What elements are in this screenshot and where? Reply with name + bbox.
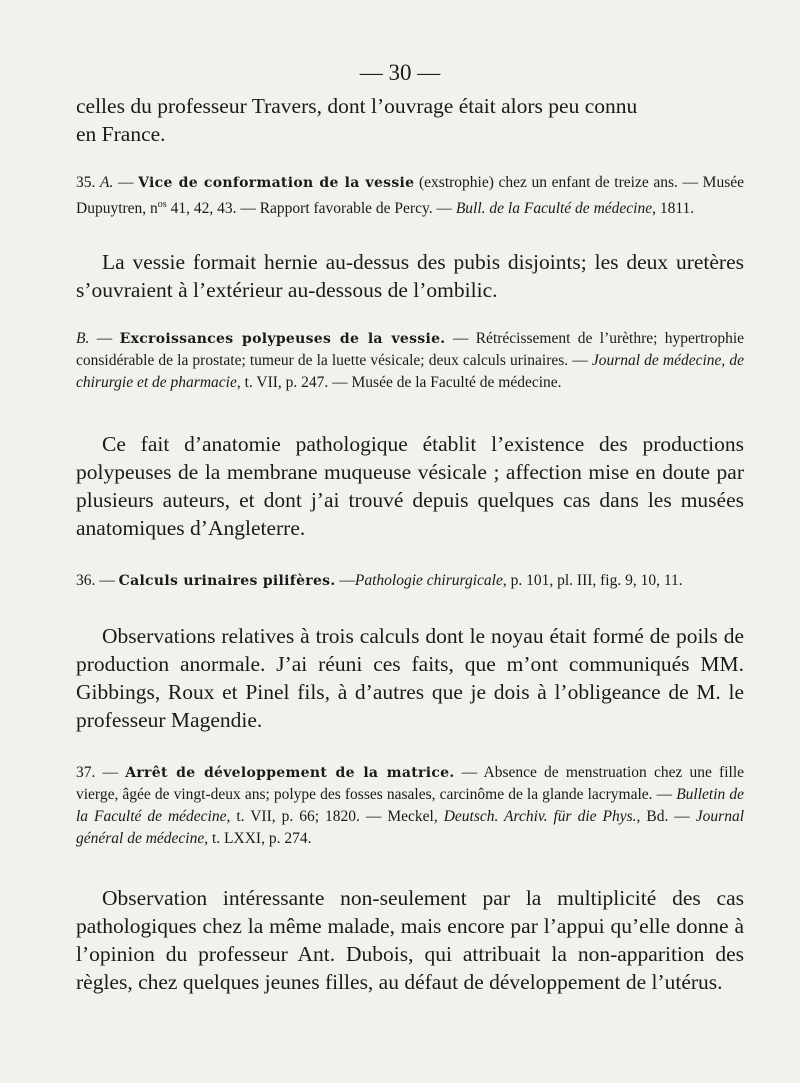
intro-paragraph: [76, 92, 744, 148]
entry-b-body: [76, 430, 744, 542]
entry-description: — Rétrécissement de l’urèthre; hypertrophie considérable de la prostate; tumeur de la luette vésicale; deux calculs urinaires. —: [76, 330, 744, 369]
intro-line-2: en France.: [76, 122, 166, 146]
entry-reference: Bulletin de la Faculté de médecine: [76, 786, 745, 825]
entry-description-cont: , t. VII, p. 66; 1820. — Meckel,: [226, 808, 444, 825]
paragraph: Ce fait d’anatomie pathologique établit l’existence des productions polypeuses de la membrane muqueuse vésicale ; affection mise en doute par plusieurs auteurs, et dont j’ai trouvé depuis quelques cas dans les musées anatomiques d’Angleterre.: [76, 432, 744, 540]
entry-number: 36. —: [76, 572, 119, 589]
entry-description-cont-2: , Bd. —: [636, 808, 696, 825]
entry-description-cont: , t. VII, p. 247. — Musée de la Faculté de médecine.: [236, 374, 562, 391]
paragraph: Observation intéressante non-seulement par la multiplicité des cas pathologiques chez la même malade, mais encore par l’appui qu’elle donne à l’opinion du professeur Ant. Dubois, qui attribuait la non-apparition des règles, chez quelques jeunes filles, au défaut de développement de l’utérus.: [76, 886, 744, 994]
superscript: os: [157, 199, 167, 210]
entry-35-heading: [76, 172, 744, 220]
entry-description: — Absence de menstruation chez une fille vierge, âgée de vingt-deux ans; polype des fosses nasales, carcinôme de la glande lacrymale. —: [76, 764, 745, 803]
intro-line-1: celles du professeur Travers, dont l’ouvrage était alors peu connu: [76, 94, 638, 118]
entry-37-body: [76, 884, 744, 996]
entry-letter: B.: [76, 330, 90, 347]
entry-35-body: [76, 248, 744, 304]
entry-title: Arrêt de développement de la matrice.: [125, 765, 455, 781]
entry-reference: Bull. de la Faculté de médecine: [455, 200, 653, 218]
paragraph: Observations relatives à trois calculs dont le noyau était formé de poils de production anormale. J’ai réuni ces faits, que m’ont communiqués MM. Gibbings, Roux et Pinel fils, à d’autres que je dois à l’obligeance de M. le professeur Magendie.: [76, 624, 744, 732]
entry-year: , 1811.: [652, 200, 695, 218]
entry-reference-2: Deutsch. Archiv. für die Phys.: [443, 808, 637, 825]
dash: —: [335, 572, 355, 589]
entry-36-body: [76, 622, 744, 734]
entry-reference-3: Journal général de médecine: [76, 808, 745, 847]
entry-37-heading: [76, 762, 744, 850]
entry-letter: A.: [100, 174, 114, 191]
paragraph: La vessie formait hernie au-dessus des pubis disjoints; les deux uretères s’ouvraient à l’extérieur au-dessous de l’ombilic.: [76, 250, 744, 302]
entry-title: Excroissances polypeuses de la vessie.: [119, 331, 446, 347]
entry-description: , p. 101, pl. III, fig. 9, 10, 11.: [502, 572, 683, 589]
entry-title: Calculs urinaires pilifères.: [118, 573, 336, 589]
entry-description-cont-3: , t. LXXI, p. 274.: [204, 830, 312, 847]
entry-b-heading: [76, 328, 744, 394]
entry-reference: Pathologie chirurgicale: [354, 572, 503, 589]
entry-title: Vice de conformation de la vessie: [138, 175, 415, 191]
entry-number: 35.: [76, 174, 101, 191]
page-number: — 30 —: [359, 60, 441, 85]
entry-reference: Journal de médecine, de chirurgie et de pharmacie: [76, 352, 744, 391]
entry-number: 37. —: [76, 764, 126, 781]
dash: —: [113, 174, 139, 191]
entry-description: (exstrophie) chez un enfant de treize ans. — Musée Dupuytren, n: [76, 174, 744, 218]
entry-36-heading: [76, 570, 744, 592]
entry-description-cont: 41, 42, 43. — Rapport favorable de Percy. —: [166, 200, 456, 218]
dash: —: [89, 330, 120, 347]
